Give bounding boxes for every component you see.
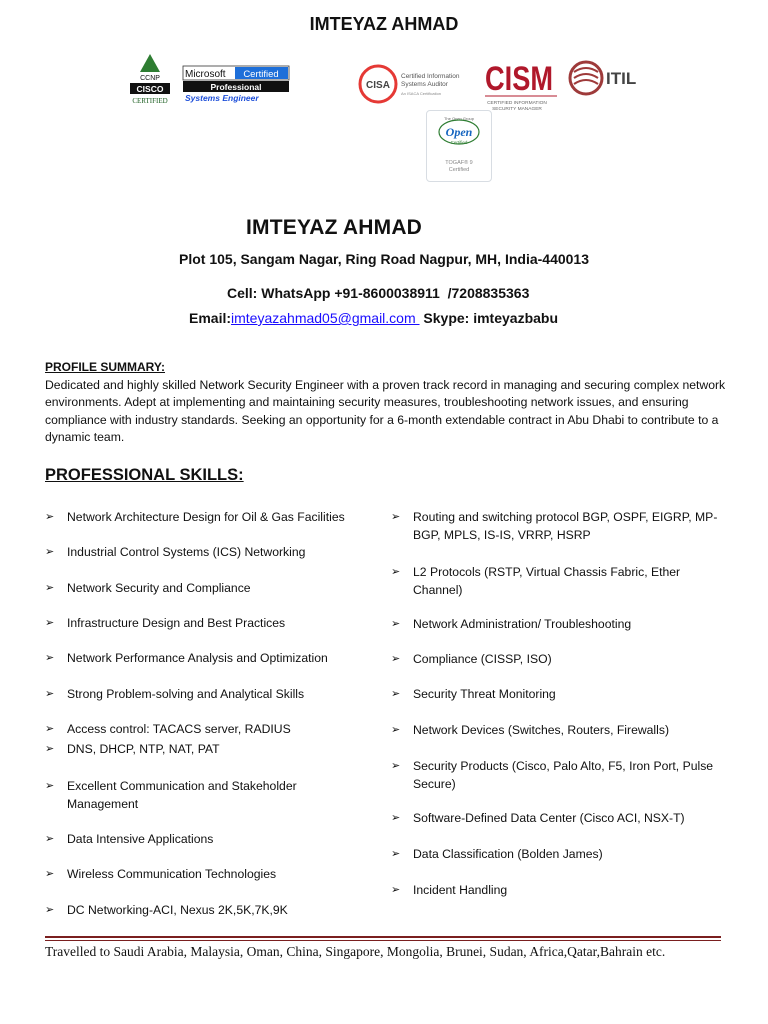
ms-systems: Systems Engineer: [185, 93, 259, 103]
arrow-bullet-icon: ➢: [45, 582, 55, 594]
contact-email-row: [189, 310, 558, 326]
togaf-certified2: Certified: [448, 167, 470, 173]
skype-text: Skype: imteyazbabu: [419, 310, 559, 326]
cisa-line2: Systems Auditor: [401, 81, 448, 88]
arrow-bullet-icon: ➢: [391, 760, 401, 772]
skill-text: Infrastructure Design and Best Practices: [67, 616, 286, 630]
ms-professional: Professional: [210, 82, 262, 92]
togaf-togaf: TOGAF® 9: [445, 160, 473, 166]
arrow-bullet-icon: ➢: [391, 566, 401, 578]
cisa-line3: An ISACA Certification: [401, 91, 442, 96]
footer-divider-thin: [45, 940, 721, 941]
arrow-bullet-icon: ➢: [45, 617, 55, 629]
skill-text: Wireless Communication Technologies: [67, 867, 277, 881]
arrow-bullet-icon: ➢: [45, 652, 55, 664]
contact-address: Plot 105, Sangam Nagar, Ring Road Nagpur, MH, India-440013: [179, 251, 589, 267]
skill-text: Software-Defined Data Center (Cisco ACI, NSX-T): [413, 811, 685, 825]
cism-logo: [481, 54, 561, 116]
skill-text: Compliance (CISSP, ISO): [413, 652, 552, 666]
contact-name: IMTEYAZ AHMAD: [246, 216, 423, 239]
arrow-bullet-icon: ➢: [45, 904, 55, 916]
skill-text: Network Performance Analysis and Optimization: [67, 651, 328, 665]
arrow-bullet-icon: ➢: [391, 653, 401, 665]
arrow-bullet-icon: ➢: [45, 546, 55, 558]
page-header-name: IMTEYAZ AHMAD: [309, 14, 459, 34]
skill-text: Strong Problem-solving and Analytical Skills: [67, 687, 305, 701]
arrow-bullet-icon: ➢: [391, 884, 401, 896]
togaf-top: The Open Group: [443, 116, 475, 121]
ms-certified: Certified: [243, 69, 279, 80]
email-label: Email:: [189, 310, 232, 326]
skill-text: Incident Handling: [413, 883, 508, 897]
cisa-line1: Certified Information: [401, 73, 460, 80]
cism-line1: CERTIFIED INFORMATION: [487, 101, 547, 106]
skill-text: Security Products (Cisco, Palo Alto, F5, Iron Port, Pulse Secure): [413, 759, 714, 791]
ms-brand: Microsoft: [185, 69, 226, 80]
cism-line2: SECURITY MANAGER: [492, 107, 542, 112]
skill-text: Excellent Communication and Stakeholder Management: [67, 779, 297, 811]
skill-text: Data Classification (Bolden James): [413, 847, 603, 861]
skill-text: L2 Protocols (RSTP, Virtual Chassis Fabric, Ether Channel): [413, 565, 681, 597]
arrow-bullet-icon: ➢: [391, 812, 401, 824]
arrow-bullet-icon: ➢: [45, 511, 55, 523]
skill-text: Industrial Control Systems (ICS) Networking: [67, 545, 306, 559]
contact-cell: Cell: WhatsApp +91-8600038911 /7208835363: [227, 285, 530, 301]
skill-text: Network Administration/ Troubleshooting: [413, 617, 632, 631]
arrow-bullet-icon: ➢: [45, 688, 55, 700]
profile-summary-text: Dedicated and highly skilled Network Security Engineer with a proven track record in managing and securing complex network environments. Adept at implementing and maintaining security measures, troubleshooting network issues, and ensuring compliance with industry standards. Seeking an opportunity for a 6-month extendable contract in Abu Dhabi to contribute to a dynamic team.: [45, 378, 726, 444]
skill-text: Security Threat Monitoring: [413, 687, 556, 701]
skill-item: [45, 778, 365, 814]
arrow-bullet-icon: ➢: [391, 618, 401, 630]
arrow-bullet-icon: ➢: [391, 724, 401, 736]
cisa-logo: [358, 62, 476, 106]
professional-skills-heading: PROFESSIONAL SKILLS:: [45, 466, 244, 484]
skill-text: Network Architecture Design for Oil & Gas Facilities: [67, 510, 345, 524]
arrow-bullet-icon: ➢: [45, 723, 55, 735]
togaf-open: Open: [445, 125, 473, 139]
skill-text: Routing and switching protocol BGP, OSPF, EIGRP, MP-BGP, MPLS, IS-IS, VRRP, HSRP: [413, 510, 718, 542]
itil-logo: [568, 58, 656, 98]
skill-text: Network Security and Compliance: [67, 581, 251, 595]
profile-summary-heading: PROFILE SUMMARY:: [45, 360, 165, 374]
skill-text: Access control: TACACS server, RADIUS: [67, 722, 291, 736]
arrow-bullet-icon: ➢: [45, 868, 55, 880]
arrow-bullet-icon: ➢: [45, 743, 55, 755]
cism-badge: CISM: [485, 60, 553, 98]
email-link[interactable]: imteyazahmad05@gmail.com: [231, 310, 420, 326]
arrow-bullet-icon: ➢: [391, 511, 401, 523]
arrow-bullet-icon: ➢: [45, 833, 55, 845]
ccnp-line2: CISCO: [136, 84, 164, 94]
skill-text: Network Devices (Switches, Routers, Firewalls): [413, 723, 669, 737]
arrow-bullet-icon: ➢: [391, 688, 401, 700]
ccnp-cisco-logo: [120, 50, 180, 106]
togaf-certified: Certified: [450, 140, 468, 145]
footer-divider: [45, 936, 721, 938]
skill-text: DNS, DHCP, NTP, NAT, PAT: [67, 742, 220, 756]
skill-text: Data Intensive Applications: [67, 832, 214, 846]
itil-badge: ITIL: [606, 69, 637, 88]
cisa-badge: CISA: [366, 80, 390, 91]
microsoft-certified-logo: [183, 66, 289, 104]
travel-note: Travelled to Saudi Arabia, Malaysia, Oman, China, Singapore, Mongolia, Brunei, Sudan, Africa,Qatar,Bahrain etc.: [45, 944, 666, 959]
arrow-bullet-icon: ➢: [45, 780, 55, 792]
togaf-open-certified-logo: [426, 110, 492, 182]
ccnp-line3: CERTIFIED: [132, 97, 168, 105]
arrow-bullet-icon: ➢: [391, 848, 401, 860]
skill-text: DC Networking-ACI, Nexus 2K,5K,7K,9K: [67, 903, 288, 917]
ccnp-line1: CCNP: [140, 75, 160, 82]
